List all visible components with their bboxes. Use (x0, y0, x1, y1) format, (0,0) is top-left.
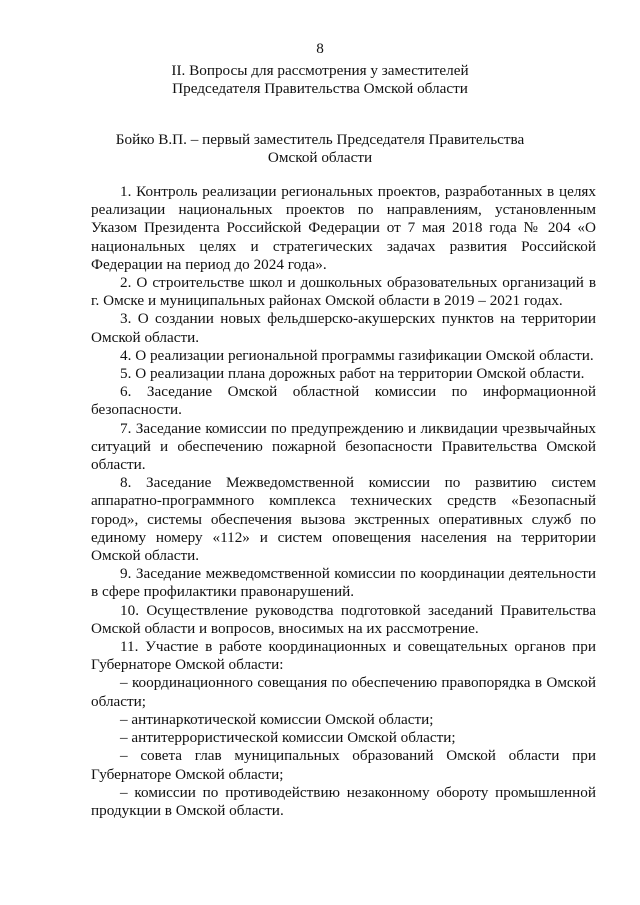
sub-item-1: – координационного совещания по обеспечению правопорядка в Омской области; (91, 674, 596, 710)
official-heading (0, 131, 640, 167)
official-heading-line-2: Омской области (267, 149, 373, 167)
list-item-11: 11. Участие в работе координационных и совещательных органов при Губернаторе Омской области: (91, 638, 596, 674)
list-item-9: 9. Заседание межведомственной комиссии по координации деятельности в сфере профилактики правонарушений. (91, 565, 596, 601)
section-title (0, 62, 640, 98)
list-item-2: 2. О строительстве школ и дошкольных образовательных организаций в г. Омске и муниципальных районах Омской области в 2019 – 2021 годах. (91, 274, 596, 310)
list-item-8: 8. Заседание Межведомственной комиссии по развитию систем аппаратно-программного комплекса технических средств «Безопасный город», системы обеспечения вызова экстренных оперативных служб по единому номеру «112» и систем оповещения населения на территории Омской области. (91, 474, 596, 565)
list-item-10: 10. Осуществление руководства подготовкой заседаний Правительства Омской области и вопросов, вносимых на их рассмотрение. (91, 601, 596, 637)
sub-item-4: – совета глав муниципальных образований Омской области при Губернаторе Омской области; (91, 747, 596, 783)
question-list (91, 183, 596, 820)
official-heading-line-1: Бойко В.П. – первый заместитель Председателя Правительства (115, 131, 525, 148)
list-item-4: 4. О реализации региональной программы газификации Омской области. (120, 346, 594, 364)
sub-item-5: – комиссии по противодействию незаконному обороту промышленной продукции в Омской области. (91, 783, 596, 819)
page-number: 8 (316, 40, 324, 57)
list-item-1: 1. Контроль реализации региональных проектов, разработанных в целях реализации национальных проектов по направлениям, установленным Указом Президента Российской Федерации от 7 мая 2018 года № 204 «О национальных целях и стратегических задачах развития Российской Федерации на период до 2024 года». (91, 183, 596, 273)
section-title-line-1: II. Вопросы для рассмотрения у заместителей (171, 62, 469, 79)
list-item-6: 6. Заседание Омской областной комиссии по информационной безопасности. (91, 383, 596, 419)
sub-item-3: – антитеррористической комиссии Омской области; (120, 729, 456, 747)
section-title-line-2: Председателя Правительства Омской области (172, 80, 468, 98)
sub-item-2: – антинаркотической комиссии Омской области; (120, 710, 434, 728)
list-item-7: 7. Заседание комиссии по предупреждению и ликвидации чрезвычайных ситуаций и обеспечению пожарной безопасности Правительства Омской области. (91, 419, 596, 474)
list-item-3: 3. О создании новых фельдшерско-акушерских пунктов на территории Омской области. (91, 310, 596, 346)
list-item-5: 5. О реализации плана дорожных работ на территории Омской области. (120, 365, 585, 383)
